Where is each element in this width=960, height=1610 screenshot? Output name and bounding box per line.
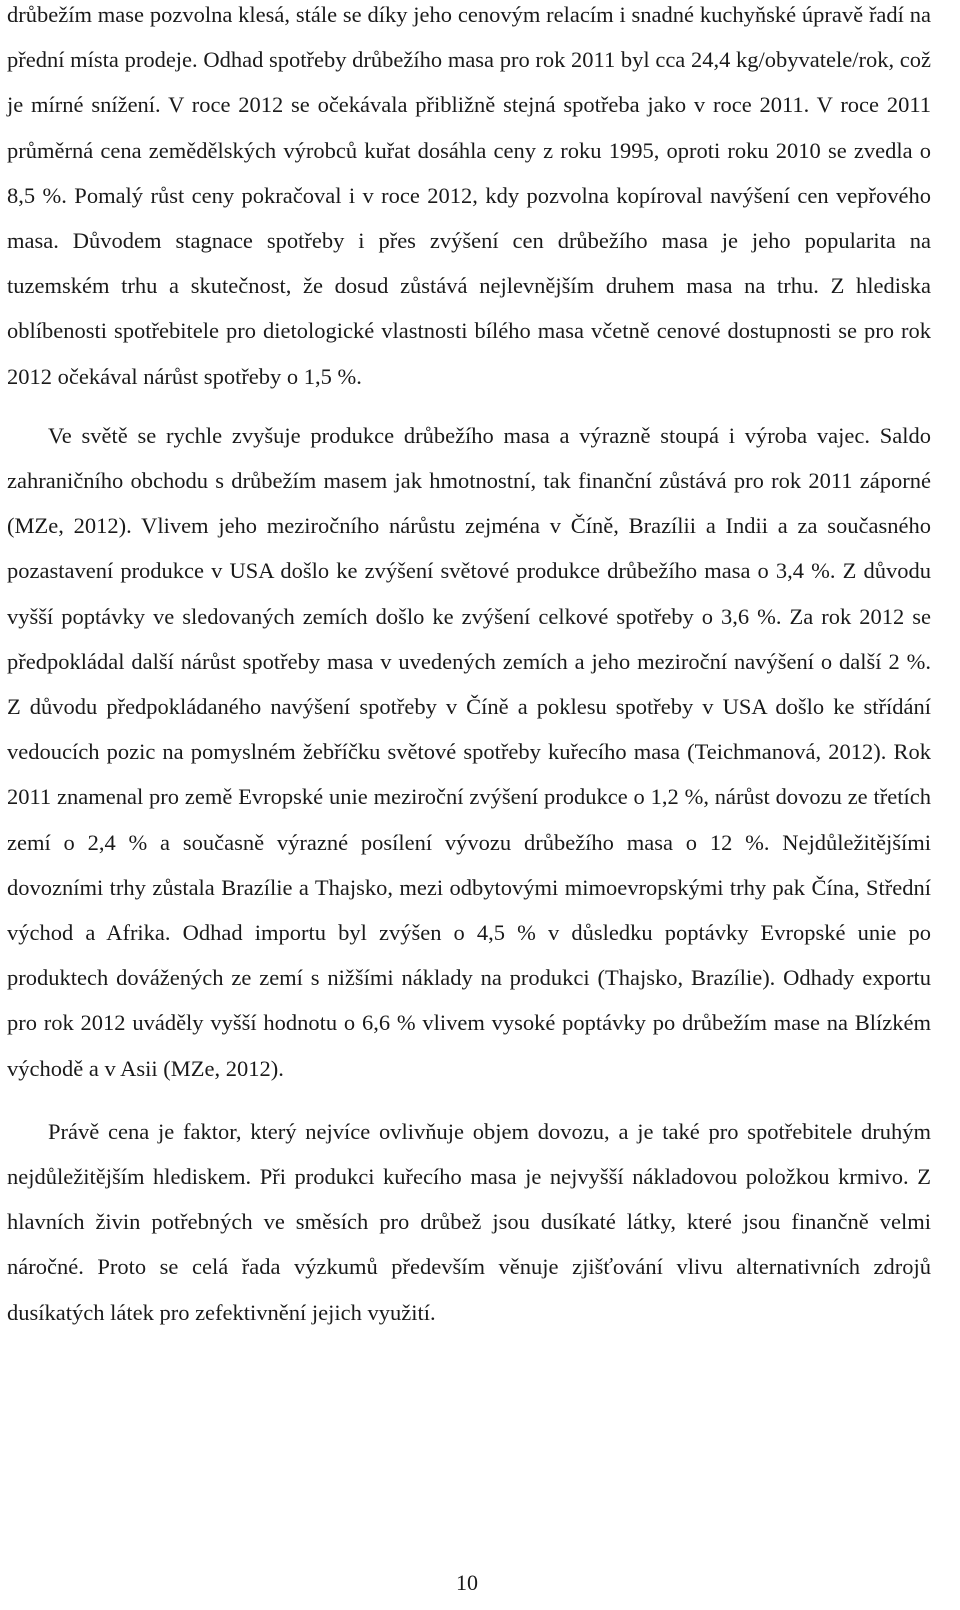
page-number: 10 [456,1570,478,1595]
paragraph-world-production: Ve světě se rychle zvyšuje produkce drůbežího masa a výrazně stoupá i výroba vajec. Saldo zahraničního obchodu s drůbežím masem jak hmotnostní, tak finanční zůstává pro rok 2011 záporné (MZe, 2012). Vlivem jeho meziročního nárůstu zejména v Číně, Brazílii a Indii a za současného pozastavení produkce v USA došlo ke zvýšení světové produkce drůbežího masa o 3,4 %. Z důvodu vyšší poptávky ve sledovaných zemích došlo ke zvýšení celkové spotřeby o 3,6 %. Za rok 2012 se předpokládal další nárůst spotřeby masa v uvedených zemích a jeho meziroční navýšení o další 2 %. Z důvodu předpokládaného navýšení spotřeby v Číně a poklesu spotřeby v USA došlo ke střídání vedoucích pozic na pomyslném žebříčku světové spotřeby kuřecího masa (Teichmanová, 2012). Rok 2011 znamenal pro země Evropské unie meziroční zvýšení produkce o 1,2 %, nárůst dovozu ze třetích zemí o 2,4 % a současně výrazné posílení vývozu drůbežího masa o 12 %. Nejdůležitějšími dovozními trhy zůstala Brazílie a Thajsko, mezi odbytovými mimoevropskými trhy pak Čína, Střední východ a Afrika. Odhad importu byl zvýšen o 4,5 % v důsledku poptávky Evropské unie po produktech dovážených ze zemí s nižšími náklady na produkci (Thajsko, Brazílie). Odhady exportu pro rok 2012 uváděly vyšší hodnotu o 6,6 % vlivem vysoké poptávky po drůbežím mase na Blízkém východě a v Asii (MZe, 2012). [7,422,931,1081]
paragraph-feed-costs: Právě cena je faktor, který nejvíce ovlivňuje objem dovozu, a je také pro spotřebitele druhým nejdůležitějším hlediskem. Při produkci kuřecího masa je nejvyšší nákladovou položkou krmivo. Z hlavních živin potřebných ve směsích pro drůbež jsou dusíkaté látky, které jsou finančně velmi náročné. Proto se celá řada výzkumů především věnuje zjišťování vlivu alternativních zdrojů dusíkatých látek pro zefektivnění jejich využití. [7,1118,931,1325]
paragraph-domestic-consumption: drůbežím mase pozvolna klesá, stále se díky jeho cenovým relacím i snadné kuchyňské úpravě řadí na přední místa prodeje. Odhad spotřeby drůbežího masa pro rok 2011 byl cca 24,4 kg/obyvatele/rok, což je mírné snížení. V roce 2012 se očekávala přibližně stejná spotřeba jako v roce 2011. V roce 2011 průměrná cena zemědělských výrobců kuřat dosáhla ceny z roku 1995, oproti roku 2010 se zvedla o 8,5 %. Pomalý růst ceny pokračoval i v roce 2012, kdy pozvolna kopíroval navýšení cen vepřového masa. Důvodem stagnace spotřeby i přes zvýšení cen drůbežího masa je jeho popularita na tuzemském trhu a skutečnost, že dosud zůstává nejlevnějším druhem masa na trhu. Z hlediska oblíbenosti spotřebitele pro dietologické vlastnosti bílého masa včetně cenové dostupnosti se pro rok 2012 očekával nárůst spotřeby o 1,5 %. [7,2,931,389]
document-page [7,0,931,1335]
